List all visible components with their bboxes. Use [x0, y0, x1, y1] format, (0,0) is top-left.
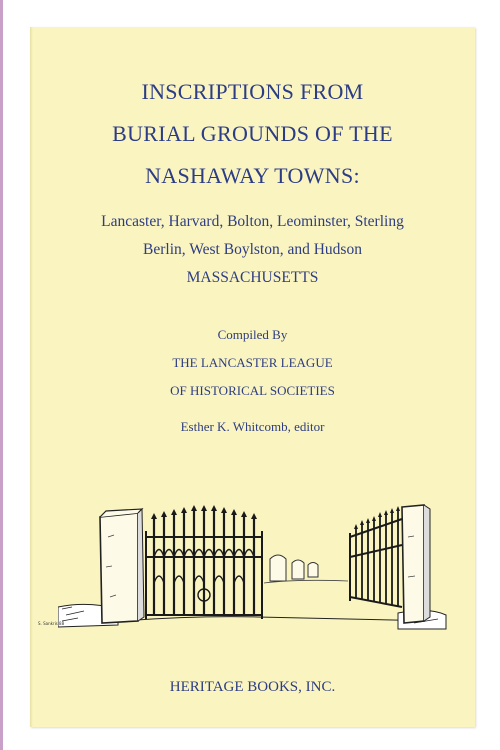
artist-signature: S. Sankris 88	[38, 621, 65, 626]
compiled-by-label: Compiled By	[217, 327, 288, 342]
publisher-name: HERITAGE BOOKS, INC.	[169, 679, 336, 695]
cemetery-gate-illustration	[58, 497, 448, 637]
page-edge	[0, 0, 3, 750]
towns-line-2: Berlin, West Boylston, and Hudson	[143, 241, 362, 258]
book-cover	[30, 27, 475, 727]
towns-line-1: Lancaster, Harvard, Bolton, Leominster, Sterling	[101, 213, 404, 230]
title-line-2: BURIAL GROUNDS OF THE	[112, 121, 393, 146]
state-name: MASSACHUSETTS	[186, 269, 319, 286]
compiler-line-2: OF HISTORICAL SOCIETIES	[170, 383, 335, 398]
compiler-line-1: THE LANCASTER LEAGUE	[172, 355, 333, 370]
editor-credit: Esther K. Whitcomb, editor	[180, 419, 325, 434]
title-line-3: NASHAWAY TOWNS:	[145, 163, 360, 188]
title-line-1: INSCRIPTIONS FROM	[141, 79, 364, 104]
